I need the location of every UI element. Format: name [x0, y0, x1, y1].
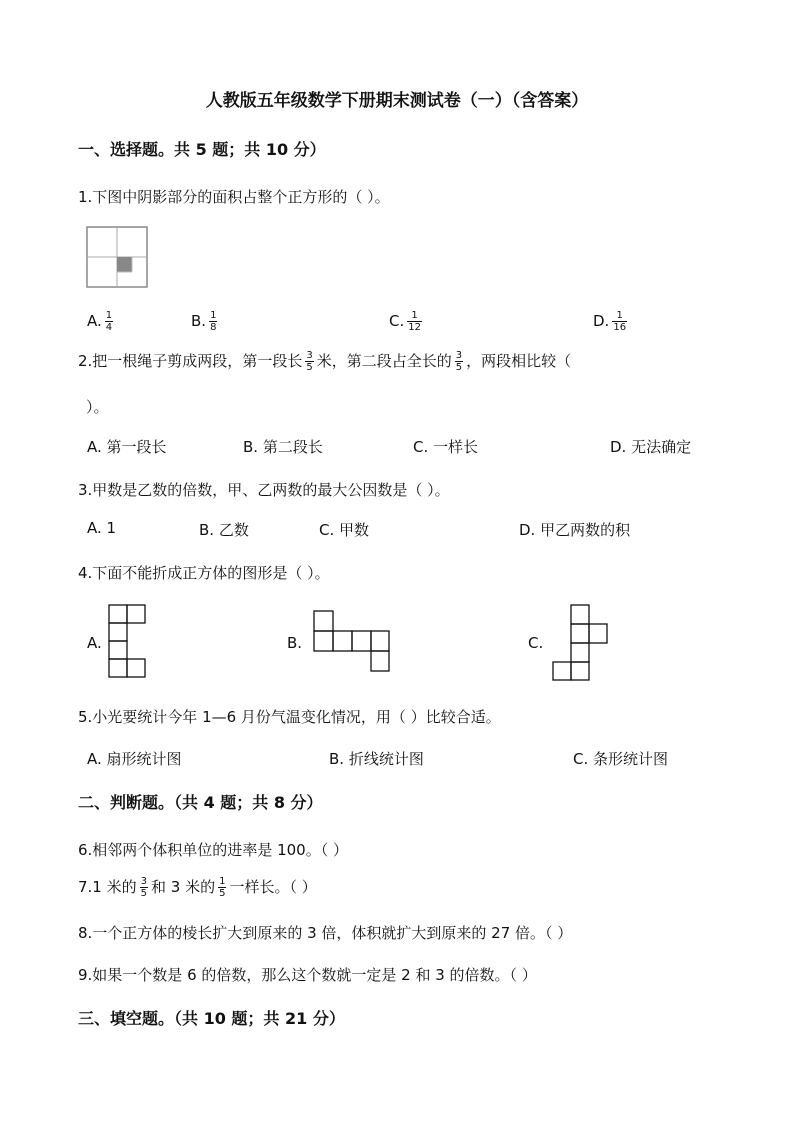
q1-option-c[interactable]: [389, 310, 425, 333]
q2-option-d[interactable]: D. 无法确定: [610, 438, 692, 456]
option-label: C.: [389, 312, 405, 330]
q4-option-a[interactable]: A.: [87, 634, 102, 652]
question-4-stem: 4.下面不能折成正方体的图形是（ ）。: [78, 564, 330, 582]
q1-option-b[interactable]: [191, 310, 220, 333]
section-heading-fill: 三、填空题。（共 10 题；共 21 分）: [78, 1009, 345, 1028]
question-6-stem: 6.相邻两个体积单位的进率是 100。（ ）: [78, 841, 348, 859]
q5-option-a[interactable]: A. 扇形统计图: [87, 750, 182, 768]
page-title: 人教版五年级数学下册期末测试卷（一）（含答案）: [205, 91, 589, 111]
q3-option-c[interactable]: C. 甲数: [319, 521, 370, 539]
section-heading-judge: 二、判断题。（共 4 题；共 8 分）: [78, 793, 323, 812]
q2-option-a[interactable]: A. 第一段长: [87, 438, 167, 456]
question-2-stem-line2: ）。: [86, 398, 109, 416]
q3-option-d[interactable]: D. 甲乙两数的积: [519, 521, 631, 539]
question-8-stem: 8.一个正方体的棱长扩大到原来的 3 倍，体积就扩大到原来的 27 倍。（ ）: [78, 924, 573, 942]
q3-option-b[interactable]: B. 乙数: [199, 521, 249, 539]
q3-option-a[interactable]: A. 1: [87, 519, 117, 537]
question-7-stem: 7.1 米的 $\frac{3}{5}$ 和 3 米的 $\frac{1}{5}$ 一样长。（ ）: [78, 876, 317, 899]
section-heading-choice: 一、选择题。共 5 题；共 10 分）: [78, 140, 326, 159]
option-label: D.: [593, 312, 610, 330]
fraction: $\frac{3}{5}$: [306, 350, 313, 373]
fraction: $\frac{3}{5}$: [140, 876, 147, 899]
q1-option-d[interactable]: [593, 310, 630, 333]
question-3-stem: 3.甲数是乙数的倍数，甲、乙两数的最大公因数是（ ）。: [78, 481, 450, 499]
fraction: $\frac{3}{5}$: [455, 350, 463, 373]
question-2-stem: 2.把一根绳子剪成两段，第一段长 $\frac{3}{5}$ 米，第二段占全长的 $\frac{3}{5}$ ，两段相比较（: [78, 350, 572, 373]
option-label: A.: [87, 312, 102, 330]
question-5-stem: 5.小光要统计今年 1—6 月份气温变化情况，用（ ）比较合适。: [78, 708, 501, 726]
q4-option-c[interactable]: C.: [528, 634, 544, 652]
fraction: $\frac{1}{8}$: [210, 310, 217, 333]
fraction: $\frac{1}{12}$: [408, 310, 421, 333]
fraction: $\frac{1}{5}$: [219, 876, 226, 899]
q4-net-b-figure: [313, 610, 391, 672]
q5-option-b[interactable]: B. 折线统计图: [329, 750, 424, 768]
fraction: $\frac{1}{4}$: [105, 310, 113, 333]
question-1-stem: 1.下图中阴影部分的面积占整个正方形的（ ）。: [78, 188, 390, 206]
q5-option-c[interactable]: C. 条形统计图: [573, 750, 669, 768]
fraction: $\frac{1}{16}$: [613, 310, 627, 333]
option-label: B.: [191, 312, 207, 330]
q2-option-c[interactable]: C. 一样长: [413, 438, 479, 456]
q4-option-b[interactable]: B.: [287, 634, 303, 652]
q4-net-a-figure: [108, 604, 148, 680]
q1-square-figure: [86, 226, 148, 288]
q2-option-b[interactable]: B. 第二段长: [243, 438, 323, 456]
q4-net-c-figure: [552, 604, 610, 682]
q1-option-a[interactable]: [87, 310, 116, 333]
question-9-stem: 9.如果一个数是 6 的倍数，那么这个数就一定是 2 和 3 的倍数。（ ）: [78, 966, 537, 984]
